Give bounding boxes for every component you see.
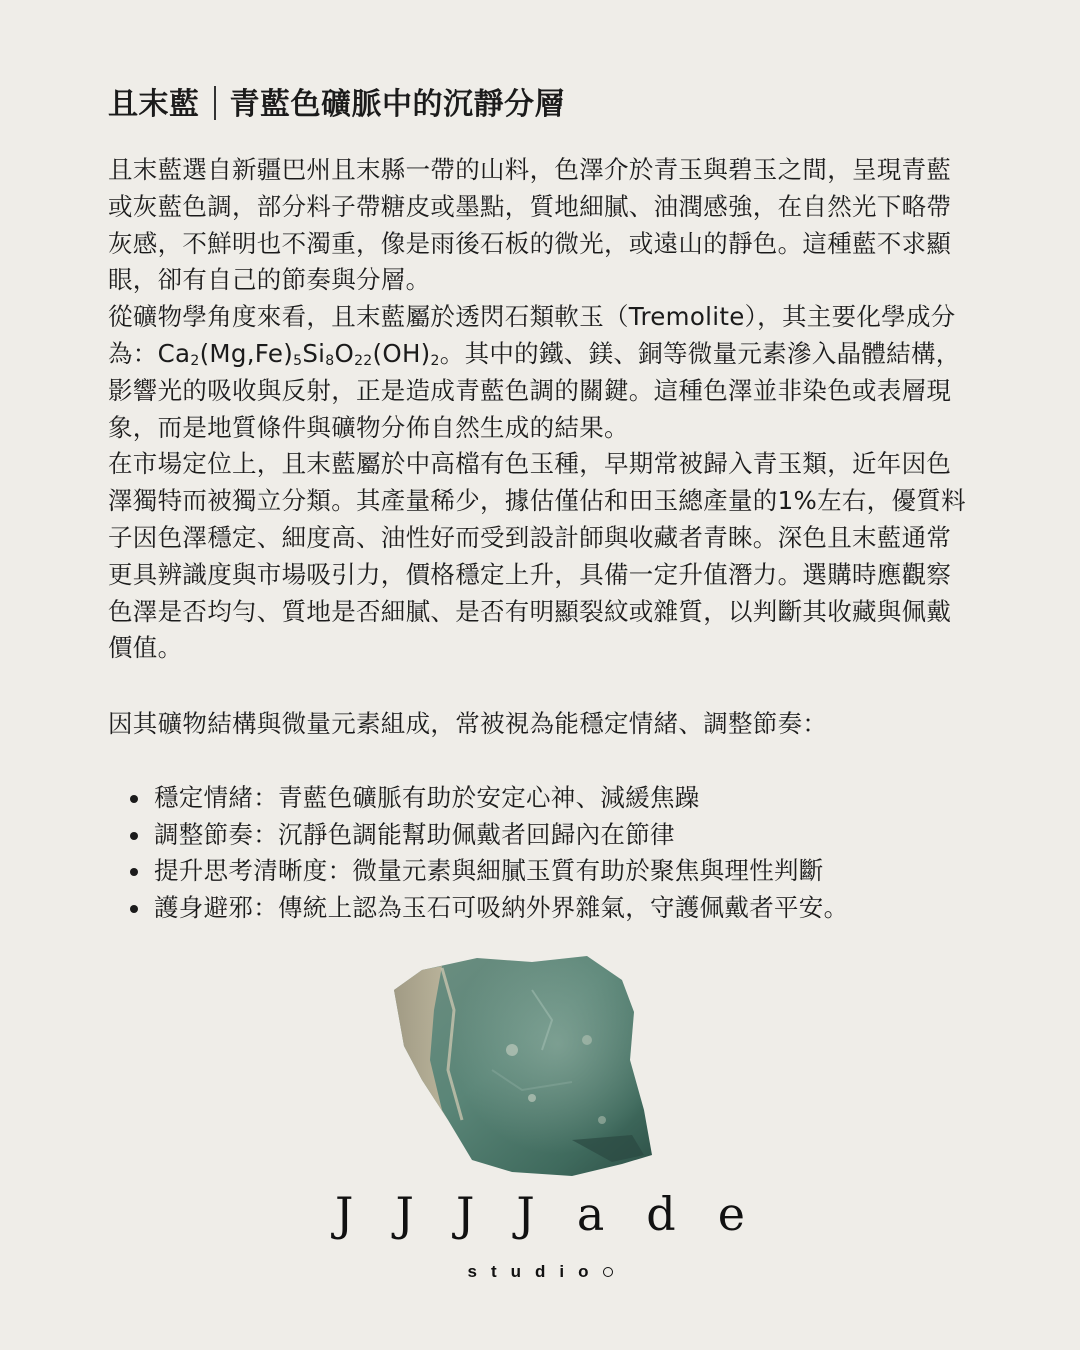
list-item: 護身避邪：傳統上認為玉石可吸納外界雜氣，守護佩戴者平安。 xyxy=(130,890,970,927)
chemical-formula: $Ca_2(Mg,Fe)_5Si_8O_{22}(OH)_2$ xyxy=(157,338,440,369)
title-divider xyxy=(214,86,216,120)
bullet-icon xyxy=(130,868,138,876)
title-subtitle: 青藍色礦脈中的沉靜分層 xyxy=(229,87,565,123)
bullet-icon xyxy=(130,905,138,913)
list-item: 調整節奏：沉靜色調能幫助佩戴者回歸內在節律 xyxy=(130,817,970,854)
brand-logo: J J J J a d e xyxy=(335,1187,745,1241)
benefits-list xyxy=(130,780,970,926)
mineralogy-text-lead: 從礦物學角度來看，且末藍屬於透閃石類軟玉（Tremolite），其主要化學成分為： xyxy=(108,302,956,368)
copyright-circle-icon xyxy=(603,1267,613,1277)
article-body xyxy=(108,152,968,667)
benefits-intro: 因其礦物結構與微量元素組成，常被視為能穩定情緒、調整節奏： xyxy=(108,709,828,738)
list-item: 提升思考清晰度：微量元素與細膩玉質有助於聚焦與理性判斷 xyxy=(130,853,970,890)
jade-stone-image xyxy=(382,950,672,1180)
article-paragraph-mineralogy xyxy=(108,299,968,446)
article-paragraph-market: 在市場定位上，且末藍屬於中高檔有色玉種，早期常被歸入青玉類，近年因色澤獨特而被獨立分類。其產量稀少，據估僅佔和田玉總產量的1%左右，優質料子因色澤穩定、細度高、油性好而受到設計師與收藏者青睞。深色且末藍通常更具辨識度與市場吸引力，價格穩定上升，具備一定升值潛力。選購時應觀察色澤是否均勻、質地是否細膩、是否有明顯裂紋或雜質，以判斷其收藏與佩戴價值。 xyxy=(108,449,966,663)
article-paragraph-origin: 且末藍選自新疆巴州且末縣一帶的山料，色澤介於青玉與碧玉之間，呈現青藍或灰藍色調，部分料子帶糖皮或墨點，質地細膩、油潤感強，在自然光下略帶灰感，不鮮明也不濁重，像是雨後石板的微光，或遠山的靜色。這種藍不求顯眼，卻有自己的節奏與分層。 xyxy=(108,155,952,295)
mineralogy-text-tail: 。其中的鐵、鎂、銅等微量元素滲入晶體結構，影響光的吸收與反射，正是造成青藍色調的關鍵。這種色澤並非染色或表層現象，而是地質條件與礦物分佈自然生成的結果。 xyxy=(108,338,961,442)
list-item: 穩定情緒：青藍色礦脈有助於安定心神、減緩焦躁 xyxy=(130,780,970,817)
title-stone-name: 且末藍 xyxy=(108,87,200,123)
bullet-icon xyxy=(130,795,138,803)
brand-studio-label: studio xyxy=(0,1260,1080,1284)
bullet-icon xyxy=(130,832,138,840)
page-title xyxy=(108,84,988,126)
